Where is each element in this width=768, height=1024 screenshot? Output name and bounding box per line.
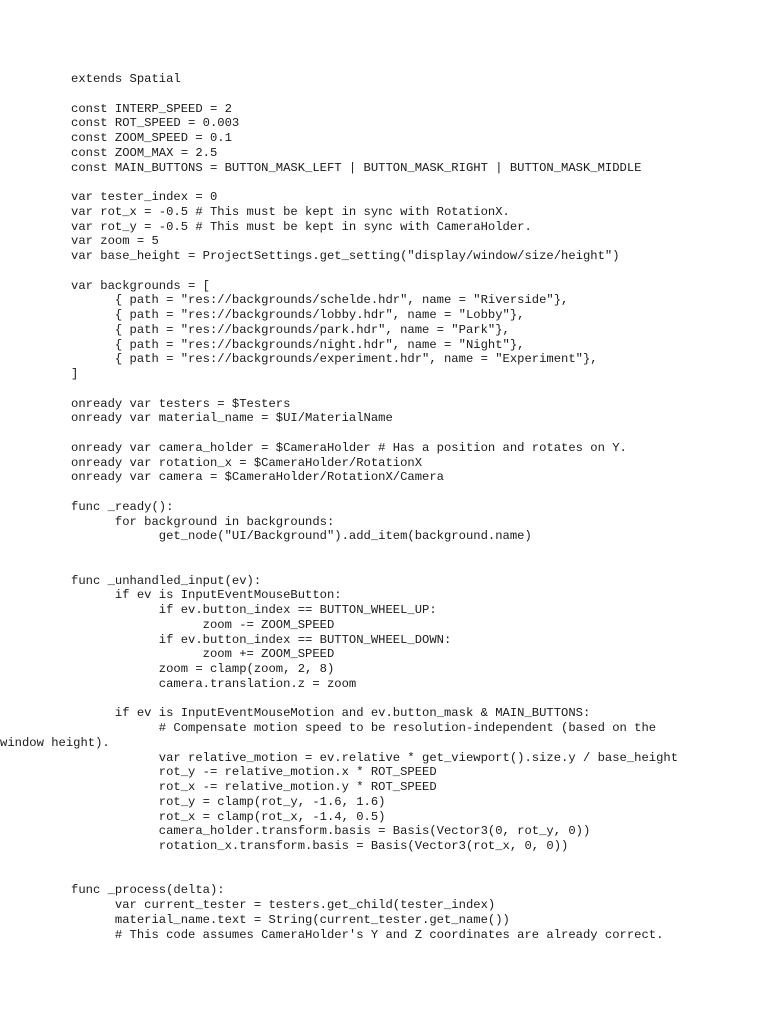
code-line: # This code assumes CameraHolder's Y and Z coordinates are already correct. — [71, 927, 664, 942]
code-line — [71, 559, 751, 574]
code-line: func _ready(): — [71, 499, 174, 514]
code-line: func _unhandled_input(ev): — [71, 573, 262, 588]
code-line: zoom -= ZOOM_SPEED — [71, 617, 335, 632]
code-line: var rot_y = -0.5 # This must be kept in sync with CameraHolder. — [71, 219, 532, 234]
code-line: { path = "res://backgrounds/experiment.hdr", name = "Experiment"}, — [71, 352, 598, 367]
code-line: if ev is InputEventMouseMotion and ev.button_mask & MAIN_BUTTONS: — [71, 706, 591, 721]
code-line: rot_y -= relative_motion.x * ROT_SPEED — [71, 765, 437, 780]
code-line: var base_height = ProjectSettings.get_setting("display/window/size/height") — [71, 249, 620, 263]
code-line — [71, 264, 751, 279]
code-line: var backgrounds = [ — [71, 278, 210, 293]
code-line: window height). — [0, 735, 110, 750]
code-line: var relative_motion = ev.relative * get_viewport().size.y / base_height — [71, 750, 679, 765]
code-line: const ROT_SPEED = 0.003 — [71, 116, 240, 131]
code-line: func _process(delta): — [71, 883, 225, 898]
code-line — [71, 485, 751, 500]
code-line: rotation_x.transform.basis = Basis(Vector3(rot_x, 0, 0)) — [71, 839, 569, 853]
code-line: var tester_index = 0 — [71, 190, 218, 204]
code-line: ] — [71, 367, 79, 381]
code-line: const ZOOM_MAX = 2.5 — [71, 145, 218, 160]
code-line — [71, 544, 751, 559]
code-line — [71, 426, 751, 441]
code-line: if ev is InputEventMouseButton: — [71, 588, 342, 603]
code-line: { path = "res://backgrounds/lobby.hdr", name = "Lobby"}, — [71, 308, 525, 322]
code-line: rot_x = clamp(rot_x, -1.4, 0.5) — [71, 809, 386, 824]
code-line: onready var rotation_x = $CameraHolder/RotationX — [71, 455, 423, 470]
code-line: zoom = clamp(zoom, 2, 8) — [71, 662, 335, 676]
code-line: { path = "res://backgrounds/park.hdr", name = "Park"}, — [71, 322, 510, 337]
code-line — [71, 869, 751, 884]
code-line: camera_holder.transform.basis = Basis(Vector3(0, rot_y, 0)) — [71, 824, 591, 839]
code-line: material_name.text = String(current_tester.get_name()) — [71, 912, 510, 927]
code-line — [71, 854, 751, 869]
code-line: var zoom = 5 — [71, 234, 159, 249]
code-line: get_node("UI/Background").add_item(background.name) — [71, 529, 532, 544]
code-line — [71, 175, 751, 190]
code-line: var rot_x = -0.5 # This must be kept in sync with RotationX. — [71, 204, 510, 219]
code-line — [71, 382, 751, 397]
code-line: rot_y = clamp(rot_y, -1.6, 1.6) — [71, 794, 386, 809]
code-line: onready var camera = $CameraHolder/RotationX/Camera — [71, 470, 444, 485]
code-line: const INTERP_SPEED = 2 — [71, 101, 232, 116]
code-line — [71, 692, 751, 707]
code-line: zoom += ZOOM_SPEED — [71, 647, 335, 662]
code-line: { path = "res://backgrounds/schelde.hdr", name = "Riverside"}, — [71, 293, 569, 308]
code-line: var current_tester = testers.get_child(tester_index) — [71, 898, 496, 912]
code-line: onready var camera_holder = $CameraHolder # Has a position and rotates on Y. — [71, 440, 627, 455]
code-line: onready var testers = $Testers — [71, 396, 291, 411]
code-line: if ev.button_index == BUTTON_WHEEL_UP: — [71, 603, 437, 617]
code-line: { path = "res://backgrounds/night.hdr", name = "Night"}, — [71, 337, 525, 352]
code-block — [0, 72, 751, 942]
code-line: for background in backgrounds: — [71, 514, 335, 529]
code-line: const ZOOM_SPEED = 0.1 — [71, 131, 232, 145]
code-line: extends Spatial — [71, 72, 181, 86]
code-line: # Compensate motion speed to be resolution-independent (based on the — [71, 721, 657, 735]
code-line: camera.translation.z = zoom — [71, 676, 357, 691]
code-line: const MAIN_BUTTONS = BUTTON_MASK_LEFT | BUTTON_MASK_RIGHT | BUTTON_MASK_MIDDLE — [71, 160, 642, 175]
code-line — [71, 87, 751, 102]
code-line: if ev.button_index == BUTTON_WHEEL_DOWN: — [71, 632, 452, 647]
code-line: rot_x -= relative_motion.y * ROT_SPEED — [71, 780, 437, 794]
code-line: onready var material_name = $UI/MaterialName — [71, 411, 393, 426]
